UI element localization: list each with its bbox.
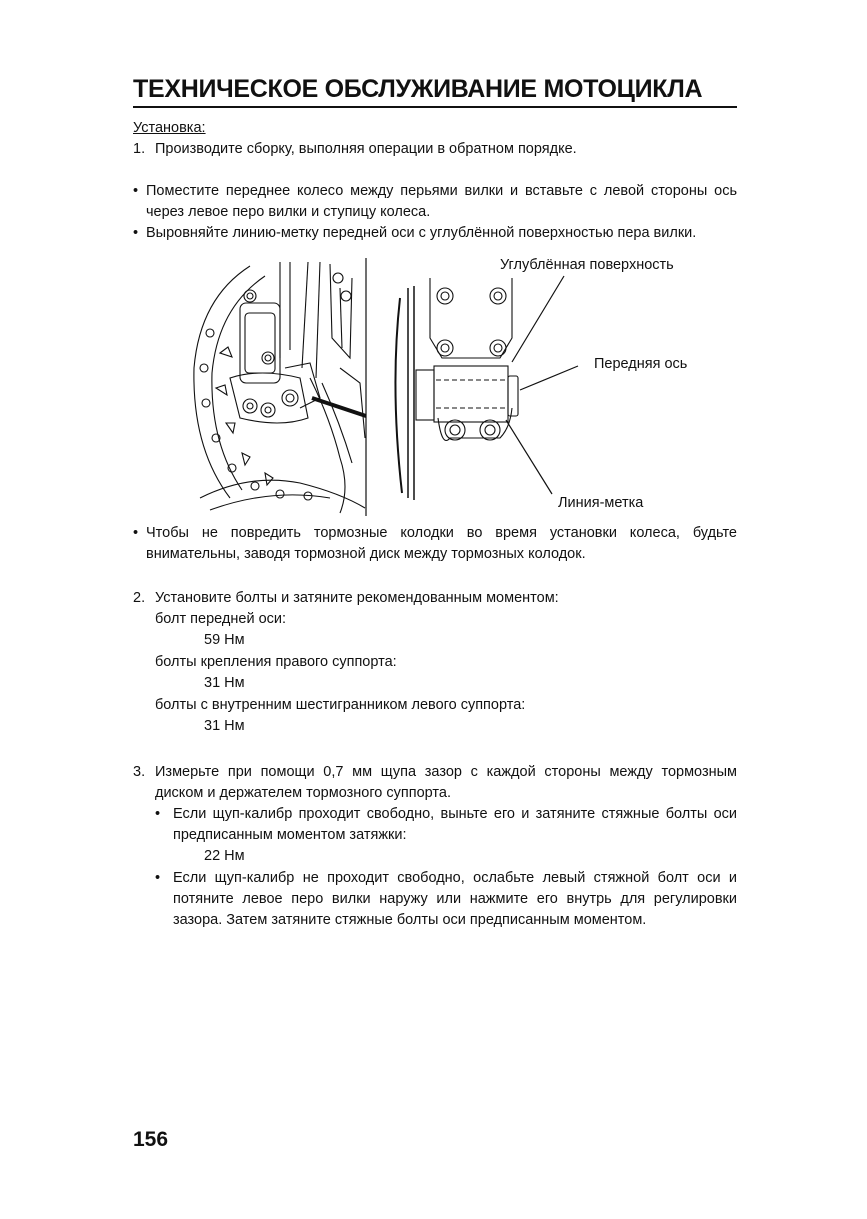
torque-value-right-caliper: 31 Нм xyxy=(204,675,245,691)
sub-bullet-gauge-not-passes: Если щуп-калибр не проходит свободно, ослабьте левый стяжной болт оси и потяните левое перо вилки наружу или нажмите его внутрь для регулировки зазора. Затем затяните стяжные болты оси предписанным моментом. xyxy=(173,870,737,928)
bullet-align-mark: Выровняйте линию-метку передней оси с углублённой поверхностью пера вилки. xyxy=(146,225,697,241)
label-front-axle: Передняя ось xyxy=(594,356,688,372)
step-1-text: Производите сборку, выполняя операции в обратном порядке. xyxy=(155,141,577,157)
bullet-place-wheel xyxy=(146,181,737,223)
torque-label-left-caliper: болты с внутренним шестигранником левого суппорта: xyxy=(155,697,526,713)
sub-bullet-gauge-passes: Если щуп-калибр проходит свободно, выньте его и затяните стяжные болты оси предписанным моментом затяжки: xyxy=(173,806,737,843)
fork-axle-view xyxy=(395,276,578,500)
section-heading: Установка: xyxy=(133,120,206,136)
step-2-text: Установите болты и затяните рекомендованным моментом: xyxy=(155,590,559,606)
bullet-mark: • xyxy=(155,806,161,822)
step-2-number: 2. xyxy=(133,590,146,606)
torque-label-right-caliper: болты крепления правого суппорта: xyxy=(155,654,397,670)
brake-disc-view xyxy=(194,262,365,513)
torque-value-axle: 59 Нм xyxy=(204,632,245,648)
torque-label-axle: болт передней оси: xyxy=(155,611,287,627)
step-3-text: Измерьте при помощи 0,7 мм щупа зазор с каждой стороны между тормозным диском и держателем тормозного суппорта. xyxy=(155,764,737,801)
torque-value-left-caliper: 31 Нм xyxy=(204,718,245,734)
bullet-mark: • xyxy=(133,225,139,241)
axle-installation-figure xyxy=(190,258,750,520)
bullet-caution-pads: Чтобы не повредить тормозные колодки во время установки колеса, будьте внимательны, заводя тормозной диск между тормозных колодок. xyxy=(146,525,737,562)
axle-diagram xyxy=(190,258,750,520)
label-index-line: Линия-метка xyxy=(558,495,644,511)
bullet-mark: • xyxy=(155,870,161,886)
bullet-mark: • xyxy=(133,183,139,199)
torque-value-pinch-bolts: 22 Нм xyxy=(204,848,245,864)
title-divider xyxy=(133,106,737,108)
step-3-number: 3. xyxy=(133,764,146,780)
step-1-number: 1. xyxy=(133,141,146,157)
bullet-place-wheel-text: Поместите переднее колесо между перьями вилки и вставьте с левой стороны ось через левое перо вилки и ступицу колеса. xyxy=(146,183,737,220)
bullet-mark: • xyxy=(133,525,139,541)
page-number: 156 xyxy=(133,1128,169,1151)
label-recessed-surface: Углублённая поверхность xyxy=(500,257,674,273)
page-title: ТЕХНИЧЕСКОЕ ОБСЛУЖИВАНИЕ МОТОЦИКЛА xyxy=(133,75,703,103)
